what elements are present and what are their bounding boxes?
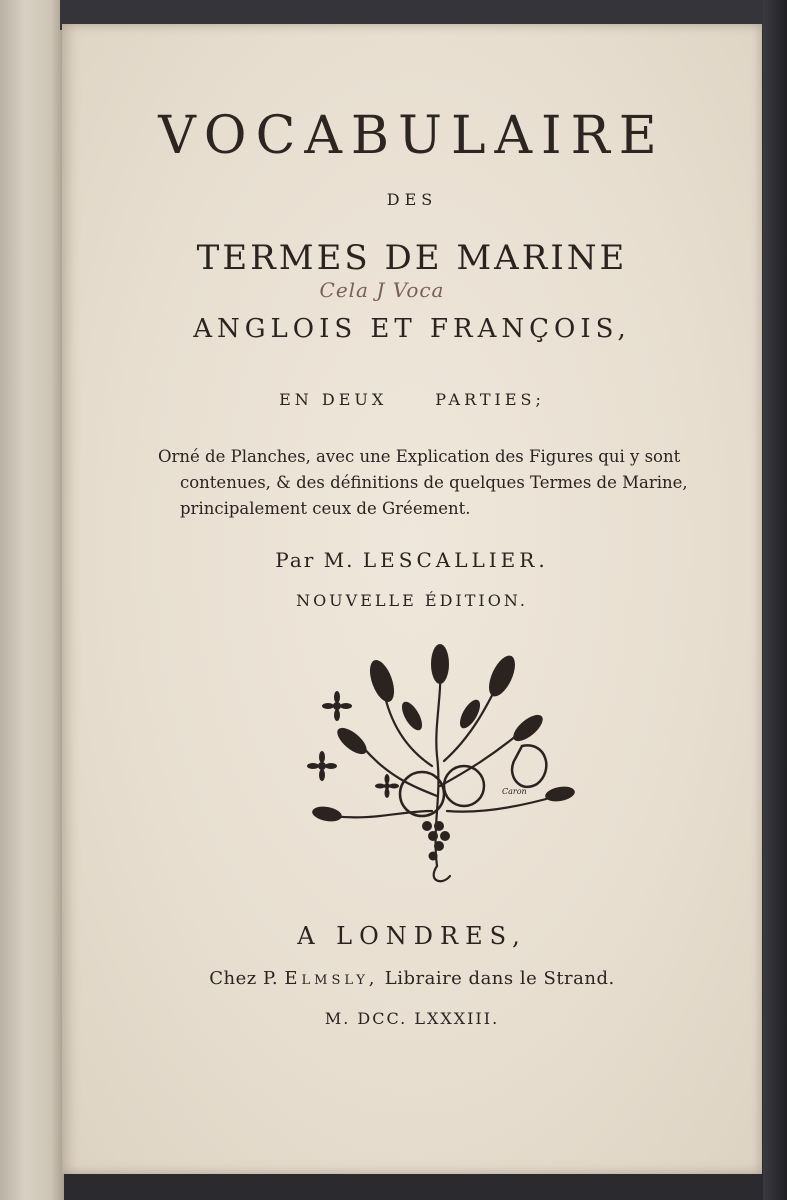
author-prefix: Par M.	[275, 548, 355, 572]
book-binding-edge	[0, 0, 64, 1200]
title-page	[62, 24, 762, 1174]
imprint-date: M. DCC. LXXXIII.	[324, 1009, 500, 1028]
publisher-suffix: Libraire dans le Strand.	[384, 968, 615, 989]
parts-right: PARTIES;	[435, 390, 545, 409]
book-right-edge	[763, 0, 787, 1200]
floral-ornament-icon	[292, 636, 582, 886]
subtitle-termes: TERMES DE MARINE	[196, 238, 628, 278]
ornament-signature: Caron	[502, 787, 527, 796]
title-des: DES	[386, 190, 438, 209]
subtitle-anglois: ANGLOIS ET FRANÇOIS,	[193, 314, 631, 344]
manuscript-annotation: Cela J Voca	[319, 278, 445, 302]
description-block	[158, 444, 718, 522]
description-line-2: contenues, & des définitions de quelques Termes de Marine,	[180, 473, 688, 492]
imprint-publisher	[62, 968, 762, 989]
imprint-place: A LONDRES,	[297, 922, 527, 950]
edition-line: NOUVELLE ÉDITION.	[296, 591, 528, 610]
parts-line	[62, 390, 762, 409]
publisher-name: Elmsly,	[284, 968, 379, 989]
author-line	[62, 548, 762, 572]
publisher-prefix: Chez P.	[209, 968, 279, 989]
author-name: LESCALLIER.	[362, 548, 549, 572]
description-line-3: principalement ceux de Gréement.	[180, 499, 471, 518]
book-title: VOCABULAIRE	[158, 106, 666, 166]
parts-left: EN DEUX	[279, 390, 388, 409]
description-line-1: Orné de Planches, avec une Explication des Figures qui y sont	[158, 447, 681, 466]
